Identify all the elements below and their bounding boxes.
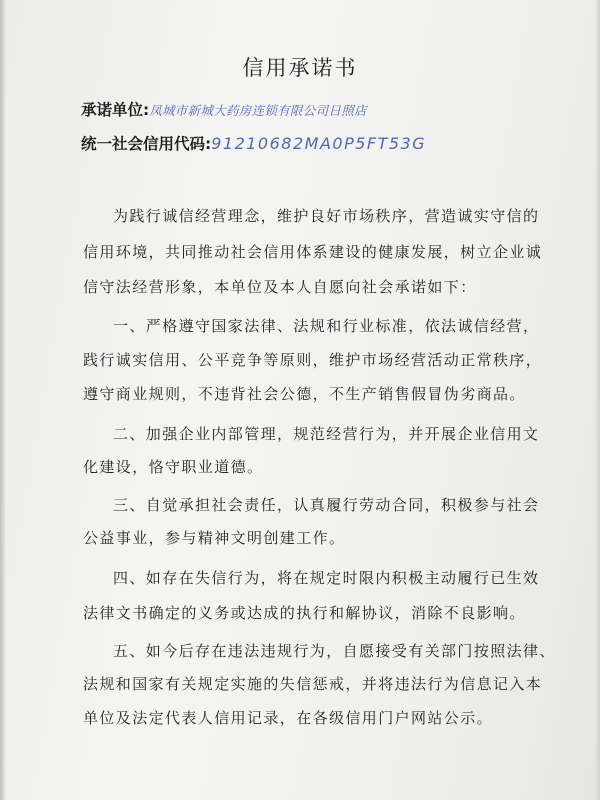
body-line: 化建设，恪守职业道德。 <box>83 458 264 476</box>
body-line: 信用环境，共同推动社会信用体系建设的健康发展，树立企业诚 <box>83 243 543 261</box>
body-line: 为践行诚信经营理念，维护良好市场秩序，营造诚实守信的 <box>113 207 540 225</box>
committing-unit-label: 承诺单位: <box>81 101 150 119</box>
body-line: 三、自觉承担社会责任，认真履行劳动合同，积极参与社会 <box>113 496 540 514</box>
body-line: 法律文书确定的义务或达成的执行和解协议，消除不良影响。 <box>83 604 526 622</box>
body-line: 遵守商业规则，不违背社会公德，不生产销售假冒伪劣商品。 <box>83 385 526 403</box>
committing-unit-handwritten-value: 凤城市新城大药房连锁有限公司日照店 <box>149 103 367 118</box>
body-line: 法规和国家有关规定实施的失信惩戒，并将违法行为信息记入本 <box>83 675 543 693</box>
body-line: 一、严格遵守国家法律、法规和行业标准，依法诚信经营， <box>113 317 540 335</box>
document-title: 信用承诺书 <box>242 56 358 80</box>
body-line: 四、如存在失信行为，将在规定时限内积极主动履行已生效 <box>113 569 540 587</box>
credit-code-handwritten-value: 91210682MA0P5FT53G <box>211 134 427 153</box>
body-line: 公益事业，参与精神文明创建工作。 <box>83 529 346 547</box>
credit-code-label: 统一社会信用代码: <box>81 135 212 153</box>
body-line: 五、如今后存在违法违规行为，自愿接受有关部门按照法律、 <box>113 642 556 660</box>
credit-code-field <box>81 132 426 154</box>
committing-unit-field <box>81 98 367 120</box>
body-line: 践行诚实信用、公平竞争等原则，维护市场经营活动正常秩序， <box>83 351 543 369</box>
body-line: 二、加强企业内部管理，规范经营行为，并开展企业信用文 <box>113 425 540 443</box>
body-line: 单位及法定代表人信用记录，在各级信用门户网站公示。 <box>83 709 494 727</box>
body-line: 信守法经营形象，本单位及本人自愿向社会承诺如下： <box>83 278 477 296</box>
